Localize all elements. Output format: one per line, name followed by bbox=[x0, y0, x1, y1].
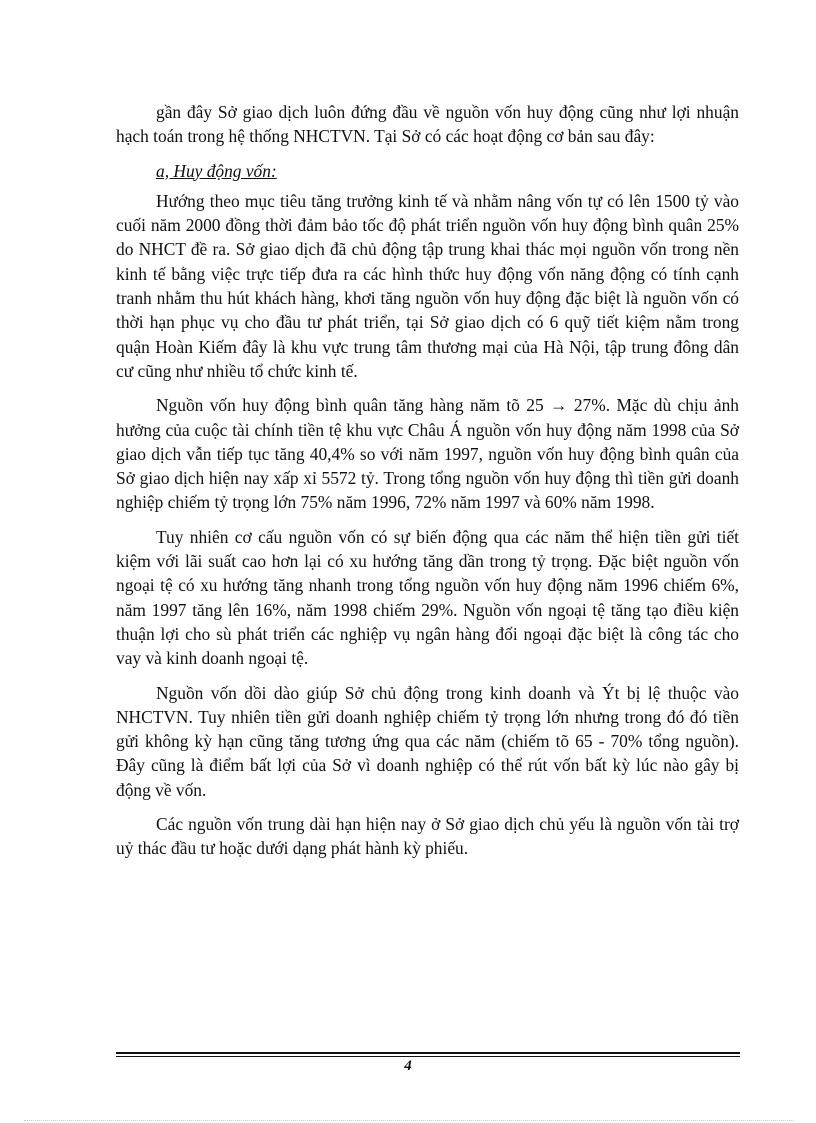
paragraph-intro: gần đây Sở giao dịch luôn đứng đầu về nguồn vốn huy động cũng như lợi nhuận hạch toán trong hệ thống NHCTVN. Tại Sở có các hoạt động cơ bản sau đây: bbox=[116, 102, 739, 147]
footer-divider-thin bbox=[116, 1056, 740, 1057]
page-number: 4 bbox=[404, 1058, 412, 1074]
paragraph: Hướng theo mục tiêu tăng trưởng kinh tế và nhằm nâng vốn tự có lên 1500 tỷ vào cuối năm 2000 đồng thời đảm bảo tốc độ phát triển nguồn vốn huy động bình quân 25% do NHCT đề ra. Sở giao dịch đã chủ động tập trung khai thác mọi nguồn vốn trong nền kinh tế bằng việc trực tiếp đưa ra các hình thức huy động vốn năng động có tính cạnh tranh nhằm thu hút khách hàng, khơi tăng nguồn vốn huy động đặc biệt là nguồn vốn có thời hạn phục vụ cho đầu tư phát triển, tại Sở giao dịch có 6 quỹ tiết kiệm nằm trong quận Hoàn Kiếm đây là khu vực trung tâm thương mại của Hà Nội, tập trung đông dân cư cũng như nhiều tổ chức kinh tế. bbox=[116, 190, 739, 381]
paragraph: Tuy nhiên cơ cấu nguồn vốn có sự biến động qua các năm thể hiện tiền gửi tiết kiệm với lãi suất cao hơn lại có xu hướng tăng dần trong tỷ trọng. Đặc biệt nguồn vốn ngoại tệ có xu hướng tăng nhanh trong tổng nguồn vốn huy động năm 1996 chiếm 6%, năm 1997 tăng lên 16%, năm 1998 chiếm 29%. Nguồn vốn ngoại tệ tăng tạo điều kiện thuận lợi cho sù phát triển các nghiệp vụ ngân hàng đối ngoại đặc biệt là công tác cho vay và kinh doanh ngoại tệ. bbox=[116, 526, 739, 669]
document-body bbox=[116, 100, 739, 871]
paragraph: Các nguồn vốn trung dài hạn hiện nay ở Sở giao dịch chủ yếu là nguồn vốn tài trợ uỷ thác đầu tư hoặc dưới dạng phát hành kỳ phiếu. bbox=[116, 814, 739, 859]
paragraph: Nguồn vốn dồi dào giúp Sở chủ động trong kinh doanh và Ýt bị lệ thuộc vào NHCTVN. Tuy nhiên tiền gửi doanh nghiệp chiếm tỷ trọng lớn nhưng trong đó đó tiền gửi không kỳ hạn cũng tăng tương ứng qua các năm (chiếm tõ 65 - 70% tổng nguồn). Đây cũng là điểm bất lợi của Sở vì doanh nghiệp có thể rút vốn bất kỳ lúc nào gây bị động về vốn. bbox=[116, 682, 739, 800]
footer-divider bbox=[116, 1052, 740, 1054]
page-edge-dotted-line bbox=[24, 1120, 794, 1121]
paragraph: Nguồn vốn huy động bình quân tăng hàng năm tõ 25 → 27%. Mặc dù chịu ảnh hưởng của cuộc tài chính tiền tệ khu vực Châu Á nguồn vốn huy động năm 1998 của Sở giao dịch vẫn tiếp tục tăng 40,4% so với năm 1997, nguồn vốn huy động bình quân của Sở giao dịch hiện nay xấp xỉ 5572 tỷ. Trong tổng nguồn vốn huy động thì tiền gửi doanh nghiệp chiếm tỷ trọng lớn 75% năm 1996, 72% năm 1997 và 60% năm 1998. bbox=[116, 395, 739, 513]
section-heading: a, Huy động vốn: bbox=[156, 160, 277, 181]
